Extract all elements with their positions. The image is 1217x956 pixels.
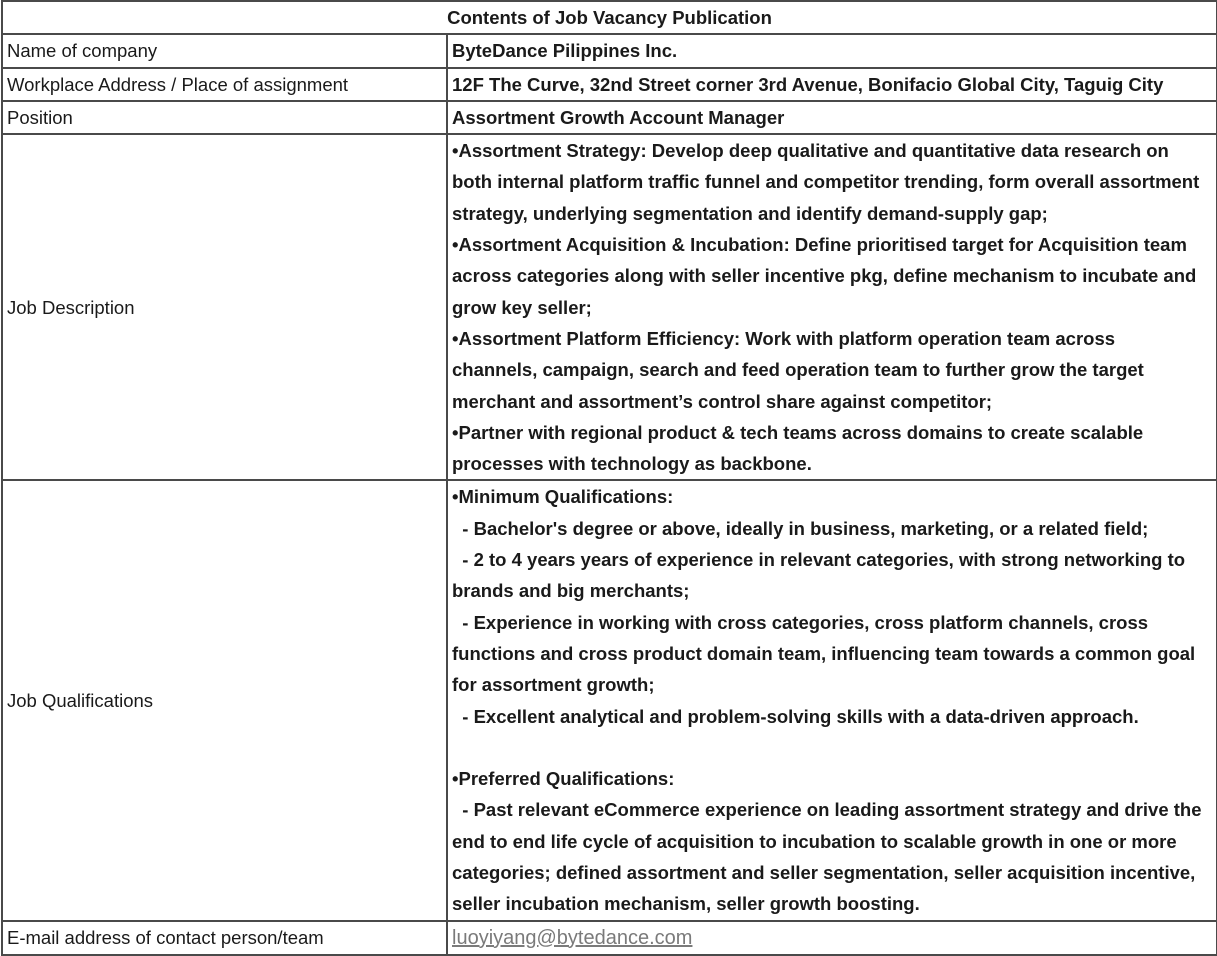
description-label: Job Description bbox=[2, 134, 447, 480]
qualification-line: brands and big merchants; bbox=[452, 580, 690, 602]
qualification-line: •Preferred Qualifications: bbox=[452, 768, 675, 790]
table-row bbox=[2, 68, 1217, 101]
title-row bbox=[2, 1, 1217, 34]
description-line: •Assortment Strategy: Develop deep qualitative and quantitative data research on bbox=[452, 140, 1169, 162]
description-line: •Assortment Acquisition & Incubation: Define prioritised target for Acquisition team bbox=[452, 234, 1187, 256]
qualification-line: - Experience in working with cross categories, cross platform channels, cross bbox=[452, 611, 1149, 633]
contact-email-link[interactable]: luoyiyang@bytedance.com bbox=[452, 926, 693, 949]
description-line: merchant and assortment’s control share against competitor; bbox=[452, 390, 993, 412]
description-line: strategy, underlying segmentation and identify demand-supply gap; bbox=[452, 202, 1048, 224]
address-value: 12F The Curve, 32nd Street corner 3rd Avenue, Bonifacio Global City, Taguig City bbox=[447, 68, 1217, 101]
description-line: •Partner with regional product & tech teams across domains to create scalable bbox=[452, 421, 1144, 443]
qualification-line: - Past relevant eCommerce experience on leading assortment strategy and drive the bbox=[452, 799, 1202, 821]
qualification-line: for assortment growth; bbox=[452, 674, 655, 696]
address-label: Workplace Address / Place of assignment bbox=[2, 68, 447, 101]
company-label: Name of company bbox=[2, 34, 447, 67]
qualification-line bbox=[452, 732, 1212, 763]
contact-value-cell bbox=[447, 921, 1217, 955]
qualification-line: seller incubation mechanism, seller growth boosting. bbox=[452, 893, 920, 915]
description-line: •Assortment Platform Efficiency: Work with platform operation team across bbox=[452, 327, 1116, 349]
qualification-line: functions and cross product domain team, influencing team towards a common goal bbox=[452, 642, 1196, 664]
table-row bbox=[2, 101, 1217, 134]
position-label: Position bbox=[2, 101, 447, 134]
qualification-line: - Bachelor's degree or above, ideally in business, marketing, or a related field; bbox=[452, 517, 1149, 539]
description-line: processes with technology as backbone. bbox=[452, 453, 812, 475]
table-title: Contents of Job Vacancy Publication bbox=[2, 1, 1217, 34]
contact-label: E-mail address of contact person/team bbox=[2, 921, 447, 955]
job-vacancy-table bbox=[1, 0, 1217, 956]
table-row bbox=[2, 921, 1217, 955]
qualification-line: - 2 to 4 years years of experience in relevant categories, with strong networking to bbox=[452, 549, 1186, 571]
table-row bbox=[2, 134, 1217, 480]
description-line: channels, campaign, search and feed operation team to further grow the target bbox=[452, 359, 1144, 381]
qualification-line: •Minimum Qualifications: bbox=[452, 486, 674, 508]
qualifications-label: Job Qualifications bbox=[2, 480, 447, 920]
company-value: ByteDance Pilippines Inc. bbox=[447, 34, 1217, 67]
description-value bbox=[447, 134, 1217, 480]
description-line: across categories along with seller incentive pkg, define mechanism to incubate and bbox=[452, 265, 1197, 287]
description-line: both internal platform traffic funnel and competitor trending, form overall assortment bbox=[452, 171, 1200, 193]
qualification-line: - Excellent analytical and problem-solving skills with a data-driven approach. bbox=[452, 705, 1139, 727]
table-row bbox=[2, 480, 1217, 920]
qualification-line: end to end life cycle of acquisition to incubation to scalable growth in one or more bbox=[452, 830, 1177, 852]
qualifications-value bbox=[447, 480, 1217, 920]
qualification-line: categories; defined assortment and seller segmentation, seller acquisition incentive, bbox=[452, 862, 1196, 884]
position-value: Assortment Growth Account Manager bbox=[447, 101, 1217, 134]
description-line: grow key seller; bbox=[452, 296, 592, 318]
table-row bbox=[2, 34, 1217, 67]
